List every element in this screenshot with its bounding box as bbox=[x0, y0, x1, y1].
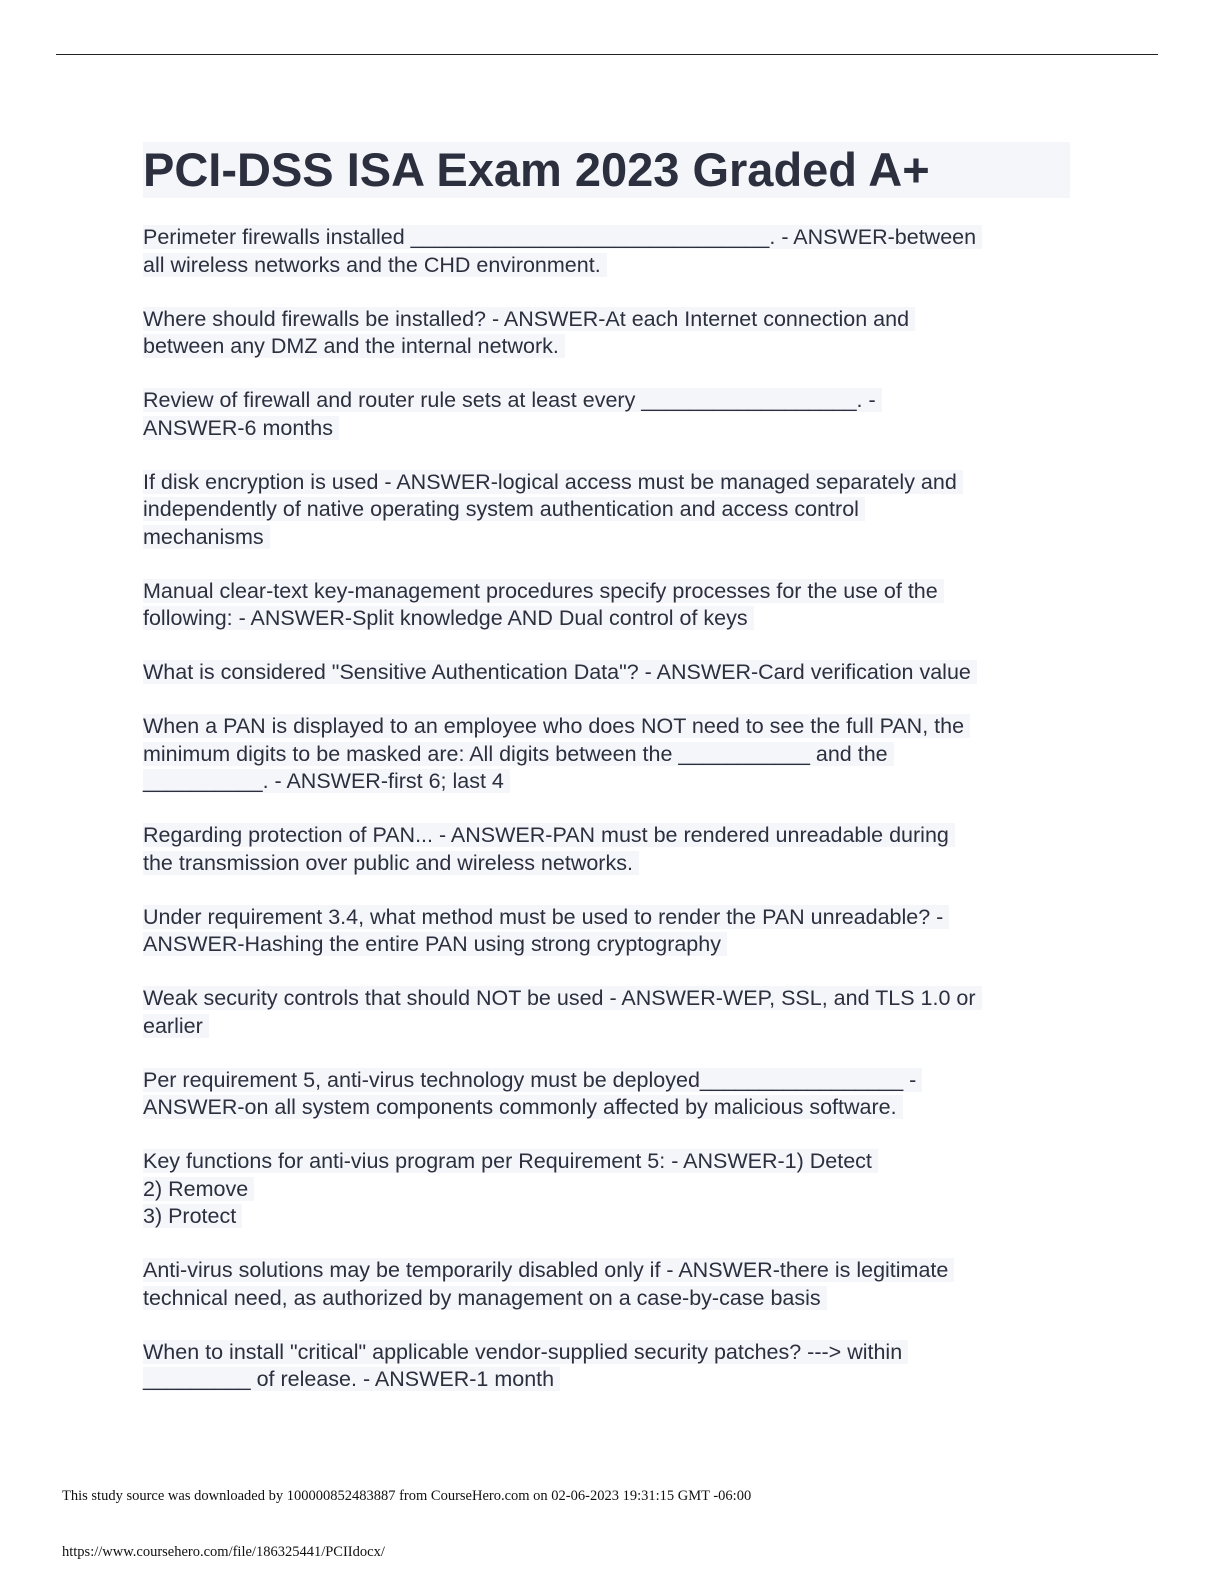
qa-item bbox=[143, 469, 1073, 552]
qa-item bbox=[143, 578, 1073, 633]
qa-item bbox=[143, 985, 1073, 1040]
qa-item bbox=[143, 1257, 1073, 1312]
qa-text: Weak security controls that should NOT be used - ANSWER-WEP, SSL, and TLS 1.0 or earlier bbox=[143, 986, 982, 1038]
qa-item bbox=[143, 904, 1073, 959]
qa-item bbox=[143, 387, 1073, 442]
qa-text: When to install "critical" applicable vendor-supplied security patches? ---> within _________ of release. - ANSWER-1 month bbox=[143, 1340, 908, 1392]
qa-text: When a PAN is displayed to an employee who does NOT need to see the full PAN, the minimum digits to be masked are: All digits between the ___________ and the __________. - ANSWER-first 6; last 4 bbox=[143, 714, 970, 793]
qa-item bbox=[143, 1067, 1073, 1122]
top-rule bbox=[56, 54, 1158, 55]
qa-text: Where should firewalls be installed? - ANSWER-At each Internet connection and between any DMZ and the internal network. bbox=[143, 307, 915, 359]
qa-item bbox=[143, 713, 1073, 796]
qa-item bbox=[143, 822, 1073, 877]
qa-item bbox=[143, 1339, 1073, 1394]
qa-text: What is considered "Sensitive Authentication Data"? - ANSWER-Card verification value bbox=[143, 660, 977, 684]
qa-item bbox=[143, 659, 1073, 687]
page-title: PCI-DSS ISA Exam 2023 Graded A+ bbox=[143, 142, 1070, 198]
qa-text: Under requirement 3.4, what method must be used to render the PAN unreadable? - ANSWER-Hashing the entire PAN using strong cryptography bbox=[143, 905, 949, 957]
qa-item bbox=[143, 306, 1073, 361]
qa-item bbox=[143, 224, 1073, 279]
qa-text: Review of firewall and router rule sets at least every __________________. - ANSWER-6 months bbox=[143, 388, 882, 440]
qa-text: Per requirement 5, anti-virus technology must be deployed_________________ - ANSWER-on all system components commonly affected by malicious software. bbox=[143, 1068, 922, 1120]
qa-text: If disk encryption is used - ANSWER-logical access must be managed separately and independently of native operating system authentication and access control mechanisms bbox=[143, 470, 963, 549]
qa-text: Perimeter firewalls installed ______________________________. - ANSWER-between all wireless networks and the CHD environment. bbox=[143, 225, 982, 277]
qa-text: Key functions for anti-vius program per Requirement 5: - ANSWER-1) Detect 2) Remove 3) Protect bbox=[143, 1149, 878, 1228]
footer-source-line: This study source was downloaded by 100000852483887 from CourseHero.com on 02-06-2023 19:31:15 GMT -06:00 bbox=[62, 1488, 752, 1504]
footer-url[interactable]: https://www.coursehero.com/file/186325441/PCIIdocx/ bbox=[62, 1544, 385, 1560]
qa-item bbox=[143, 1148, 1073, 1231]
document-body bbox=[143, 142, 1073, 1420]
qa-text: Manual clear-text key-management procedures specify processes for the use of the following: - ANSWER-Split knowledge AND Dual control of keys bbox=[143, 579, 944, 631]
qa-text: Anti-virus solutions may be temporarily disabled only if - ANSWER-there is legitimate technical need, as authorized by management on a case-by-case basis bbox=[143, 1258, 954, 1310]
qa-text: Regarding protection of PAN... - ANSWER-PAN must be rendered unreadable during the transmission over public and wireless networks. bbox=[143, 823, 955, 875]
